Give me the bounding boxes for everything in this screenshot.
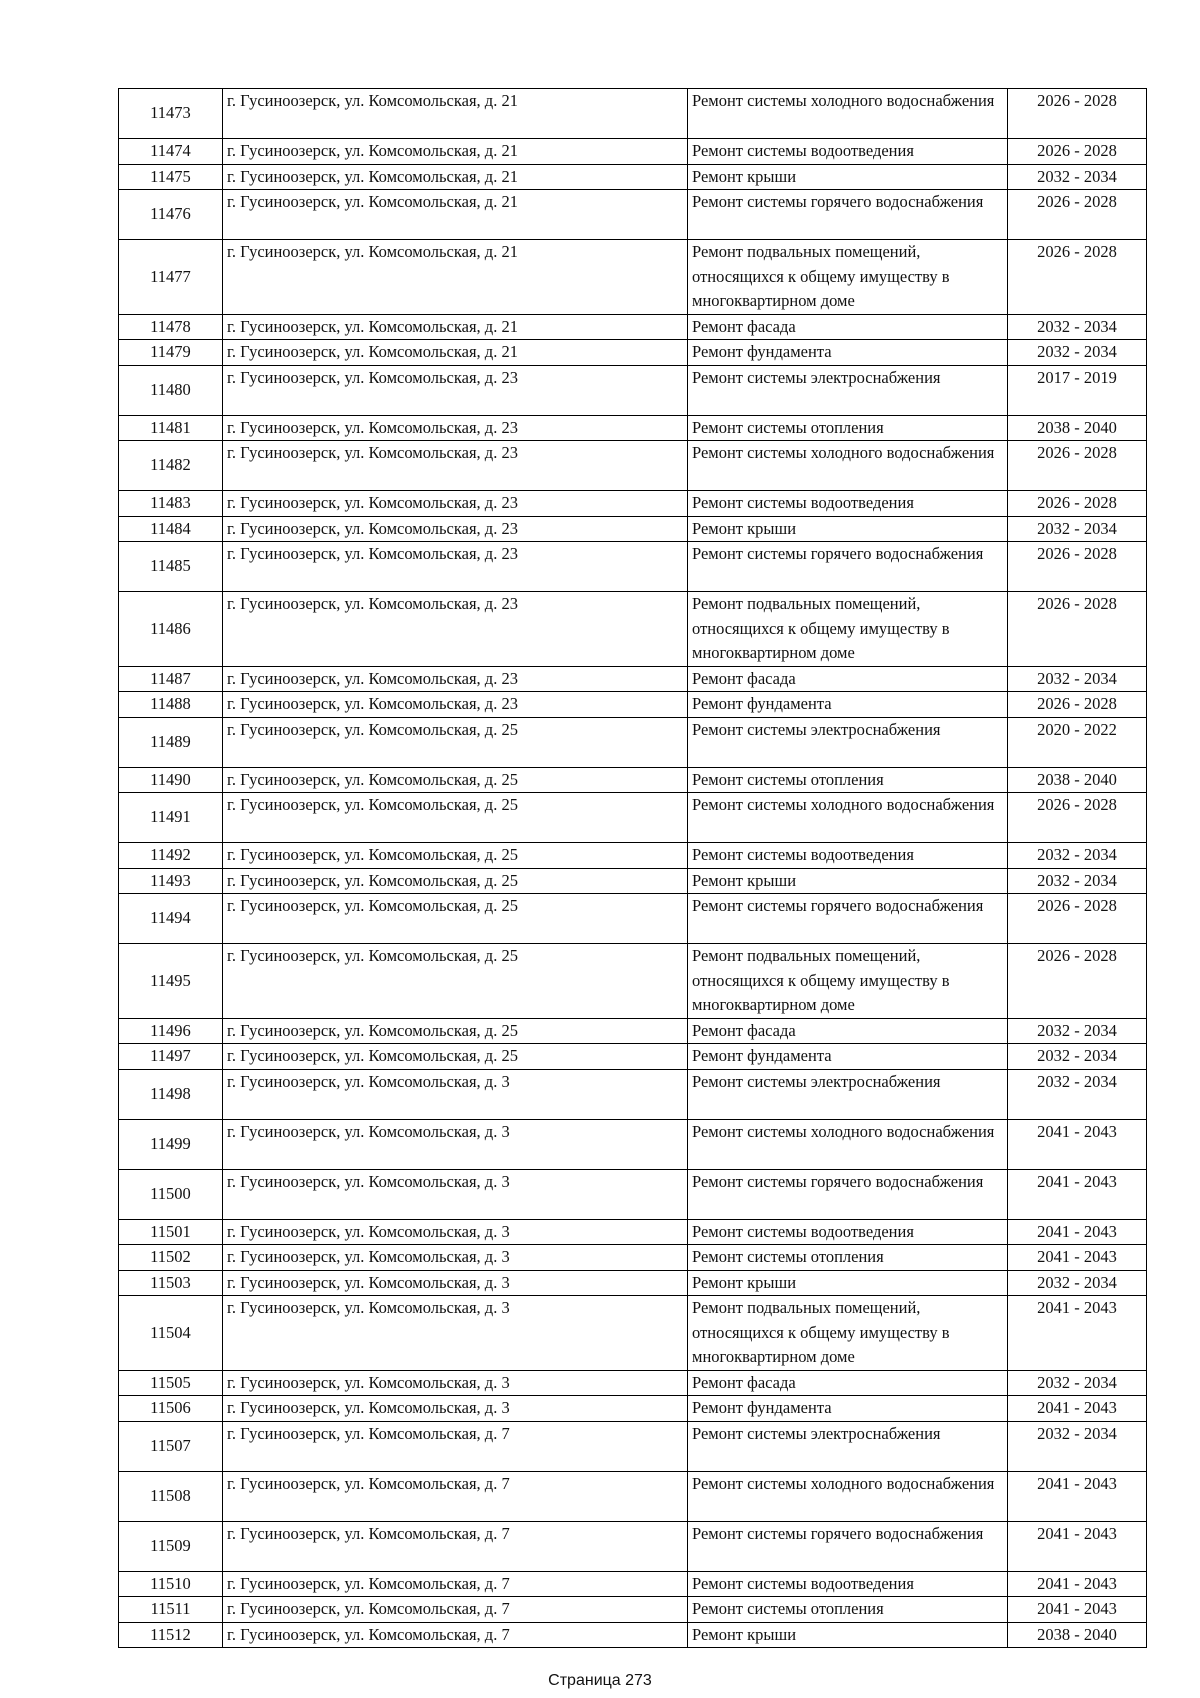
- table-body: [119, 89, 1147, 1648]
- row-number-cell: 11506: [119, 1396, 223, 1422]
- work-type-cell: Ремонт системы отопления: [688, 415, 1008, 441]
- period-cell: 2041 - 2043: [1008, 1296, 1147, 1371]
- row-number-cell: 11492: [119, 843, 223, 869]
- table-row: [119, 441, 1147, 491]
- row-number-cell: 11480: [119, 365, 223, 415]
- table-row: [119, 542, 1147, 592]
- row-number-cell: 11505: [119, 1370, 223, 1396]
- table-row: [119, 314, 1147, 340]
- row-number-cell: 11508: [119, 1471, 223, 1521]
- period-cell: 2038 - 2040: [1008, 415, 1147, 441]
- address-cell: г. Гусиноозерск, ул. Комсомольская, д. 3: [223, 1169, 688, 1219]
- row-number-cell: 11482: [119, 441, 223, 491]
- address-cell: г. Гусиноозерск, ул. Комсомольская, д. 23: [223, 491, 688, 517]
- address-cell: г. Гусиноозерск, ул. Комсомольская, д. 3: [223, 1296, 688, 1371]
- table-row: [119, 139, 1147, 165]
- row-number-cell: 11511: [119, 1597, 223, 1623]
- address-cell: г. Гусиноозерск, ул. Комсомольская, д. 3: [223, 1370, 688, 1396]
- address-cell: г. Гусиноозерск, ул. Комсомольская, д. 23: [223, 666, 688, 692]
- work-type-cell: Ремонт крыши: [688, 1622, 1008, 1648]
- work-type-cell: Ремонт системы холодного водоснабжения: [688, 441, 1008, 491]
- address-cell: г. Гусиноозерск, ул. Комсомольская, д. 21: [223, 190, 688, 240]
- table-row: [119, 1018, 1147, 1044]
- table-row: [119, 516, 1147, 542]
- row-number-cell: 11479: [119, 340, 223, 366]
- work-type-cell: Ремонт системы водоотведения: [688, 1571, 1008, 1597]
- address-cell: г. Гусиноозерск, ул. Комсомольская, д. 25: [223, 843, 688, 869]
- table-row: [119, 1471, 1147, 1521]
- address-cell: г. Гусиноозерск, ул. Комсомольская, д. 23: [223, 542, 688, 592]
- period-cell: 2041 - 2043: [1008, 1521, 1147, 1571]
- period-cell: 2032 - 2034: [1008, 164, 1147, 190]
- period-cell: 2041 - 2043: [1008, 1571, 1147, 1597]
- work-type-cell: Ремонт фундамента: [688, 1044, 1008, 1070]
- row-number-cell: 11510: [119, 1571, 223, 1597]
- work-type-cell: Ремонт системы отопления: [688, 1245, 1008, 1271]
- row-number-cell: 11495: [119, 944, 223, 1019]
- work-type-cell: Ремонт системы горячего водоснабжения: [688, 190, 1008, 240]
- work-type-cell: Ремонт системы холодного водоснабжения: [688, 793, 1008, 843]
- row-number-cell: 11491: [119, 793, 223, 843]
- period-cell: 2032 - 2034: [1008, 1044, 1147, 1070]
- row-number-cell: 11485: [119, 542, 223, 592]
- work-type-cell: Ремонт фасада: [688, 666, 1008, 692]
- address-cell: г. Гусиноозерск, ул. Комсомольская, д. 23: [223, 692, 688, 718]
- address-cell: г. Гусиноозерск, ул. Комсомольская, д. 7: [223, 1471, 688, 1521]
- row-number-cell: 11487: [119, 666, 223, 692]
- address-cell: г. Гусиноозерск, ул. Комсомольская, д. 3: [223, 1270, 688, 1296]
- period-cell: 2026 - 2028: [1008, 692, 1147, 718]
- period-cell: 2026 - 2028: [1008, 190, 1147, 240]
- table-row: [119, 944, 1147, 1019]
- work-type-cell: Ремонт фундамента: [688, 692, 1008, 718]
- work-type-cell: Ремонт системы электроснабжения: [688, 1069, 1008, 1119]
- address-cell: г. Гусиноозерск, ул. Комсомольская, д. 3: [223, 1219, 688, 1245]
- address-cell: г. Гусиноозерск, ул. Комсомольская, д. 7: [223, 1622, 688, 1648]
- work-type-cell: Ремонт системы холодного водоснабжения: [688, 89, 1008, 139]
- period-cell: 2032 - 2034: [1008, 516, 1147, 542]
- row-number-cell: 11507: [119, 1421, 223, 1471]
- period-cell: 2041 - 2043: [1008, 1396, 1147, 1422]
- page-number: Страница 273: [548, 1672, 652, 1689]
- period-cell: 2041 - 2043: [1008, 1471, 1147, 1521]
- table-row: [119, 592, 1147, 667]
- address-cell: г. Гусиноозерск, ул. Комсомольская, д. 23: [223, 415, 688, 441]
- table-row: [119, 1421, 1147, 1471]
- row-number-cell: 11489: [119, 717, 223, 767]
- period-cell: 2020 - 2022: [1008, 717, 1147, 767]
- work-type-cell: Ремонт системы горячего водоснабжения: [688, 894, 1008, 944]
- row-number-cell: 11502: [119, 1245, 223, 1271]
- table-row: [119, 1622, 1147, 1648]
- work-type-cell: Ремонт системы горячего водоснабжения: [688, 542, 1008, 592]
- period-cell: 2038 - 2040: [1008, 1622, 1147, 1648]
- address-cell: г. Гусиноозерск, ул. Комсомольская, д. 7: [223, 1521, 688, 1571]
- table-row: [119, 1296, 1147, 1371]
- address-cell: г. Гусиноозерск, ул. Комсомольская, д. 21: [223, 240, 688, 315]
- address-cell: г. Гусиноозерск, ул. Комсомольская, д. 3: [223, 1069, 688, 1119]
- row-number-cell: 11490: [119, 767, 223, 793]
- table-row: [119, 767, 1147, 793]
- table-row: [119, 717, 1147, 767]
- work-type-cell: Ремонт системы водоотведения: [688, 491, 1008, 517]
- address-cell: г. Гусиноозерск, ул. Комсомольская, д. 21: [223, 340, 688, 366]
- period-cell: 2038 - 2040: [1008, 767, 1147, 793]
- period-cell: 2032 - 2034: [1008, 314, 1147, 340]
- work-type-cell: Ремонт системы электроснабжения: [688, 1421, 1008, 1471]
- table-row: [119, 365, 1147, 415]
- row-number-cell: 11488: [119, 692, 223, 718]
- table-row: [119, 1245, 1147, 1271]
- work-type-cell: Ремонт фасада: [688, 1018, 1008, 1044]
- table-row: [119, 89, 1147, 139]
- address-cell: г. Гусиноозерск, ул. Комсомольская, д. 21: [223, 139, 688, 165]
- address-cell: г. Гусиноозерск, ул. Комсомольская, д. 23: [223, 365, 688, 415]
- row-number-cell: 11504: [119, 1296, 223, 1371]
- work-type-cell: Ремонт системы холодного водоснабжения: [688, 1119, 1008, 1169]
- table-row: [119, 843, 1147, 869]
- period-cell: 2041 - 2043: [1008, 1119, 1147, 1169]
- period-cell: 2017 - 2019: [1008, 365, 1147, 415]
- address-cell: г. Гусиноозерск, ул. Комсомольская, д. 21: [223, 164, 688, 190]
- period-cell: 2032 - 2034: [1008, 868, 1147, 894]
- period-cell: 2032 - 2034: [1008, 1370, 1147, 1396]
- work-type-cell: Ремонт системы отопления: [688, 1597, 1008, 1623]
- address-cell: г. Гусиноозерск, ул. Комсомольская, д. 25: [223, 868, 688, 894]
- table-row: [119, 1571, 1147, 1597]
- address-cell: г. Гусиноозерск, ул. Комсомольская, д. 3: [223, 1245, 688, 1271]
- table-row: [119, 1169, 1147, 1219]
- row-number-cell: 11481: [119, 415, 223, 441]
- table-row: [119, 1396, 1147, 1422]
- period-cell: 2026 - 2028: [1008, 89, 1147, 139]
- period-cell: 2032 - 2034: [1008, 1018, 1147, 1044]
- period-cell: 2032 - 2034: [1008, 1421, 1147, 1471]
- work-type-cell: Ремонт системы электроснабжения: [688, 717, 1008, 767]
- row-number-cell: 11497: [119, 1044, 223, 1070]
- table-row: [119, 666, 1147, 692]
- row-number-cell: 11498: [119, 1069, 223, 1119]
- period-cell: 2032 - 2034: [1008, 340, 1147, 366]
- period-cell: 2026 - 2028: [1008, 441, 1147, 491]
- table-row: [119, 340, 1147, 366]
- table-row: [119, 164, 1147, 190]
- work-type-cell: Ремонт подвальных помещений, относящихся к общему имуществу в многоквартирном доме: [688, 944, 1008, 1019]
- address-cell: г. Гусиноозерск, ул. Комсомольская, д. 7: [223, 1597, 688, 1623]
- work-type-cell: Ремонт фундамента: [688, 340, 1008, 366]
- row-number-cell: 11500: [119, 1169, 223, 1219]
- row-number-cell: 11474: [119, 139, 223, 165]
- table-row: [119, 1521, 1147, 1571]
- work-type-cell: Ремонт системы электроснабжения: [688, 365, 1008, 415]
- period-cell: 2041 - 2043: [1008, 1219, 1147, 1245]
- work-type-cell: Ремонт подвальных помещений, относящихся к общему имуществу в многоквартирном доме: [688, 240, 1008, 315]
- row-number-cell: 11483: [119, 491, 223, 517]
- row-number-cell: 11512: [119, 1622, 223, 1648]
- table-row: [119, 1270, 1147, 1296]
- table-row: [119, 190, 1147, 240]
- work-type-cell: Ремонт крыши: [688, 516, 1008, 542]
- work-type-cell: Ремонт системы водоотведения: [688, 843, 1008, 869]
- row-number-cell: 11484: [119, 516, 223, 542]
- address-cell: г. Гусиноозерск, ул. Комсомольская, д. 25: [223, 717, 688, 767]
- page-footer: [0, 1672, 1200, 1690]
- row-number-cell: 11475: [119, 164, 223, 190]
- table-row: [119, 1119, 1147, 1169]
- address-cell: г. Гусиноозерск, ул. Комсомольская, д. 25: [223, 1044, 688, 1070]
- row-number-cell: 11486: [119, 592, 223, 667]
- row-number-cell: 11473: [119, 89, 223, 139]
- work-type-cell: Ремонт подвальных помещений, относящихся к общему имуществу в многоквартирном доме: [688, 1296, 1008, 1371]
- table-row: [119, 415, 1147, 441]
- work-type-cell: Ремонт крыши: [688, 868, 1008, 894]
- period-cell: 2026 - 2028: [1008, 240, 1147, 315]
- row-number-cell: 11478: [119, 314, 223, 340]
- table-row: [119, 1370, 1147, 1396]
- address-cell: г. Гусиноозерск, ул. Комсомольская, д. 25: [223, 793, 688, 843]
- period-cell: 2026 - 2028: [1008, 491, 1147, 517]
- period-cell: 2026 - 2028: [1008, 944, 1147, 1019]
- work-type-cell: Ремонт системы отопления: [688, 767, 1008, 793]
- work-type-cell: Ремонт крыши: [688, 164, 1008, 190]
- work-type-cell: Ремонт фундамента: [688, 1396, 1008, 1422]
- table-row: [119, 793, 1147, 843]
- table-row: [119, 1597, 1147, 1623]
- period-cell: 2032 - 2034: [1008, 666, 1147, 692]
- row-number-cell: 11477: [119, 240, 223, 315]
- period-cell: 2026 - 2028: [1008, 592, 1147, 667]
- row-number-cell: 11501: [119, 1219, 223, 1245]
- row-number-cell: 11494: [119, 894, 223, 944]
- table-row: [119, 240, 1147, 315]
- address-cell: г. Гусиноозерск, ул. Комсомольская, д. 25: [223, 767, 688, 793]
- address-cell: г. Гусиноозерск, ул. Комсомольская, д. 23: [223, 441, 688, 491]
- table-row: [119, 1044, 1147, 1070]
- work-type-cell: Ремонт подвальных помещений, относящихся к общему имуществу в многоквартирном доме: [688, 592, 1008, 667]
- work-type-cell: Ремонт крыши: [688, 1270, 1008, 1296]
- address-cell: г. Гусиноозерск, ул. Комсомольская, д. 23: [223, 592, 688, 667]
- row-number-cell: 11503: [119, 1270, 223, 1296]
- period-cell: 2041 - 2043: [1008, 1169, 1147, 1219]
- period-cell: 2032 - 2034: [1008, 1069, 1147, 1119]
- work-type-cell: Ремонт фасада: [688, 1370, 1008, 1396]
- address-cell: г. Гусиноозерск, ул. Комсомольская, д. 21: [223, 314, 688, 340]
- address-cell: г. Гусиноозерск, ул. Комсомольская, д. 25: [223, 944, 688, 1019]
- row-number-cell: 11499: [119, 1119, 223, 1169]
- work-type-cell: Ремонт системы холодного водоснабжения: [688, 1471, 1008, 1521]
- address-cell: г. Гусиноозерск, ул. Комсомольская, д. 3: [223, 1119, 688, 1169]
- row-number-cell: 11476: [119, 190, 223, 240]
- period-cell: 2041 - 2043: [1008, 1597, 1147, 1623]
- work-type-cell: Ремонт системы горячего водоснабжения: [688, 1521, 1008, 1571]
- period-cell: 2032 - 2034: [1008, 1270, 1147, 1296]
- table-row: [119, 868, 1147, 894]
- table-row: [119, 894, 1147, 944]
- address-cell: г. Гусиноозерск, ул. Комсомольская, д. 3: [223, 1396, 688, 1422]
- row-number-cell: 11493: [119, 868, 223, 894]
- work-type-cell: Ремонт системы водоотведения: [688, 1219, 1008, 1245]
- period-cell: 2026 - 2028: [1008, 139, 1147, 165]
- period-cell: 2032 - 2034: [1008, 843, 1147, 869]
- period-cell: 2026 - 2028: [1008, 793, 1147, 843]
- repair-schedule-table: [118, 88, 1147, 1648]
- table-row: [119, 491, 1147, 517]
- work-type-cell: Ремонт системы горячего водоснабжения: [688, 1169, 1008, 1219]
- address-cell: г. Гусиноозерск, ул. Комсомольская, д. 23: [223, 516, 688, 542]
- address-cell: г. Гусиноозерск, ул. Комсомольская, д. 25: [223, 1018, 688, 1044]
- period-cell: 2041 - 2043: [1008, 1245, 1147, 1271]
- row-number-cell: 11509: [119, 1521, 223, 1571]
- period-cell: 2026 - 2028: [1008, 542, 1147, 592]
- table-row: [119, 692, 1147, 718]
- address-cell: г. Гусиноозерск, ул. Комсомольская, д. 21: [223, 89, 688, 139]
- work-type-cell: Ремонт системы водоотведения: [688, 139, 1008, 165]
- row-number-cell: 11496: [119, 1018, 223, 1044]
- address-cell: г. Гусиноозерск, ул. Комсомольская, д. 7: [223, 1571, 688, 1597]
- table-row: [119, 1219, 1147, 1245]
- table-row: [119, 1069, 1147, 1119]
- address-cell: г. Гусиноозерск, ул. Комсомольская, д. 25: [223, 894, 688, 944]
- address-cell: г. Гусиноозерск, ул. Комсомольская, д. 7: [223, 1421, 688, 1471]
- period-cell: 2026 - 2028: [1008, 894, 1147, 944]
- work-type-cell: Ремонт фасада: [688, 314, 1008, 340]
